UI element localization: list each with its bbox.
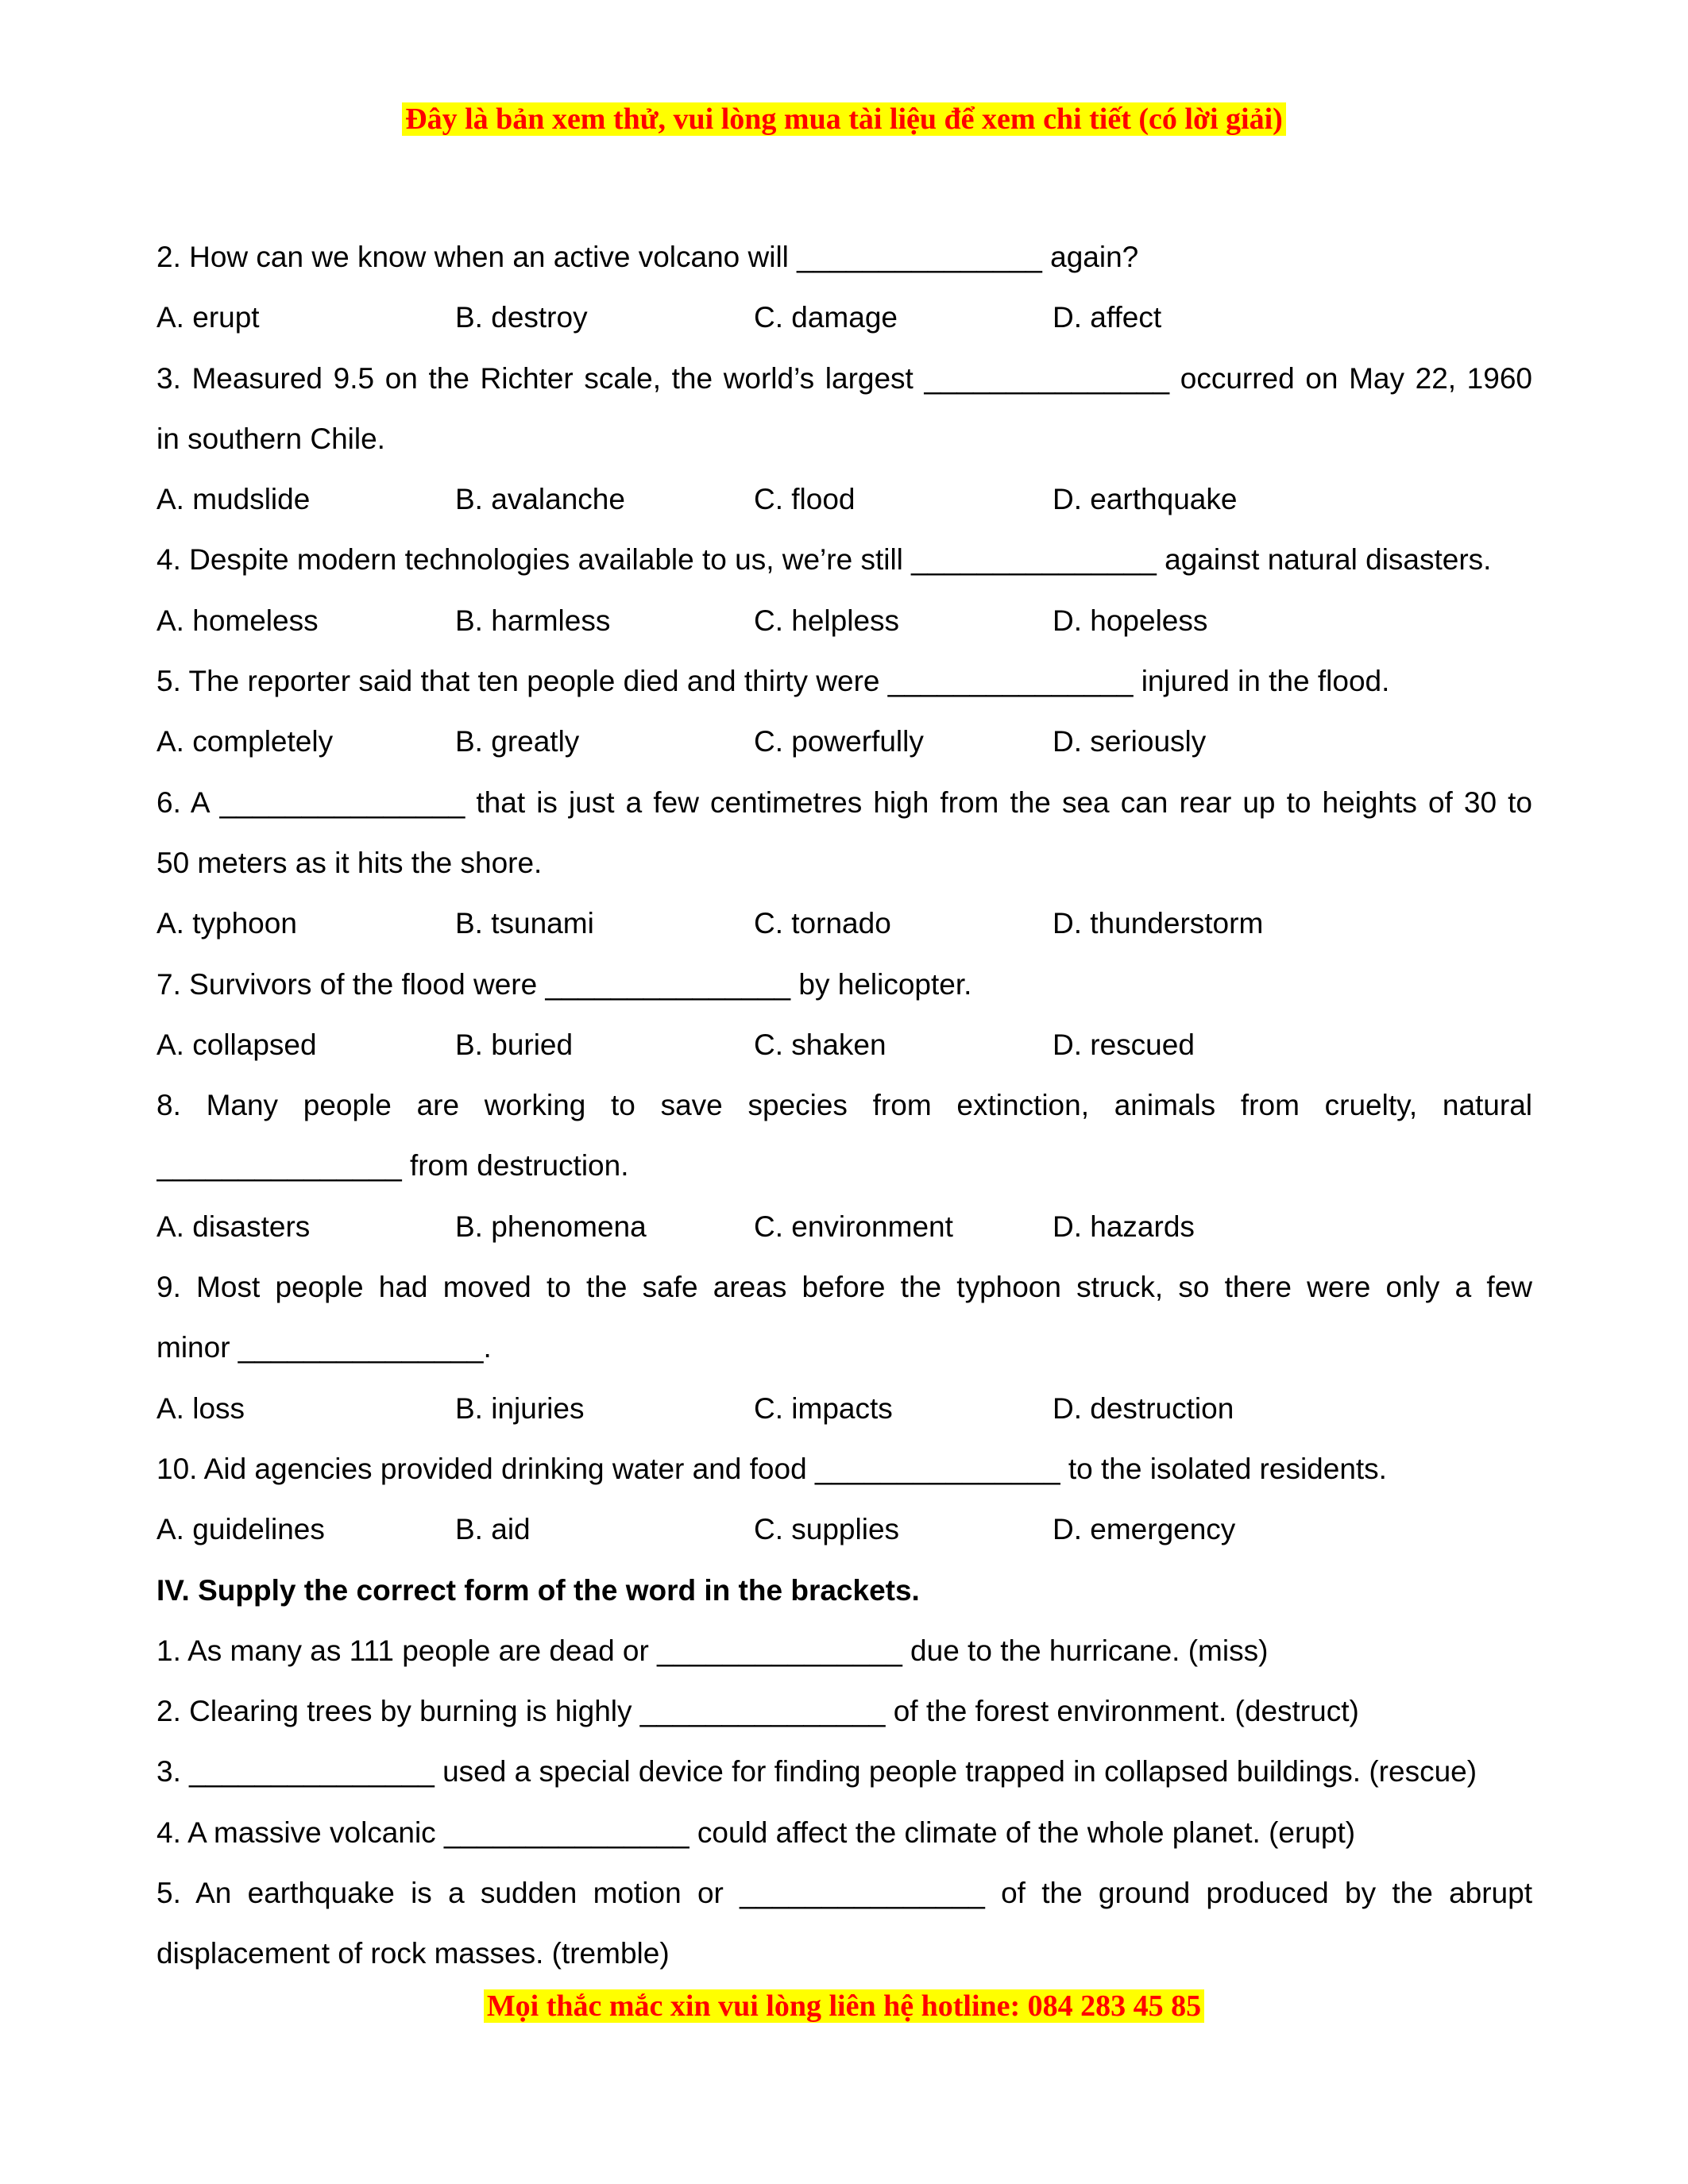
option-c: C. damage [754, 301, 898, 334]
option-a: A. loss [156, 1391, 245, 1425]
question-8-options [156, 1197, 1532, 1257]
hotline-banner [0, 1987, 1688, 2025]
option-d: D. affect [1053, 301, 1162, 334]
option-a: A. typhoon [156, 907, 297, 940]
option-b: B. destroy [455, 301, 588, 334]
option-a: A. homeless [156, 604, 319, 637]
question-3-options [156, 469, 1532, 530]
option-c: C. helpless [754, 604, 900, 637]
worksheet-content [156, 227, 1532, 1985]
question-6-text-cont: 50 meters as it hits the shore. [156, 846, 543, 879]
option-b: B. buried [455, 1028, 574, 1061]
option-d: D. thunderstorm [1053, 907, 1264, 940]
option-b: B. phenomena [455, 1210, 647, 1243]
question-7-text: 7. Survivors of the flood were _______________ by helicopter. [156, 967, 972, 1001]
question-7-options [156, 1015, 1532, 1075]
word-form-item-5: 5. An earthquake is a sudden motion or _______________ of the ground produced by the abrupt [156, 1877, 1532, 1910]
option-d: D. emergency [1053, 1513, 1236, 1546]
word-form-item-1: 1. As many as 111 people are dead or _______________ due to the hurricane. (miss) [156, 1634, 1269, 1667]
option-b: B. tsunami [455, 907, 594, 940]
option-c: C. environment [754, 1210, 953, 1243]
question-4-text: 4. Despite modern technologies available to us, we’re still _______________ against natural disasters. [156, 543, 1492, 577]
question-10-options [156, 1499, 1532, 1560]
option-b: B. harmless [455, 604, 611, 637]
option-a: A. guidelines [156, 1513, 325, 1546]
option-c: C. flood [754, 483, 856, 516]
option-a: A. disasters [156, 1210, 311, 1243]
question-9-text-cont: minor _______________. [156, 1331, 492, 1364]
question-5-options [156, 712, 1532, 772]
question-9-text: 9. Most people had moved to the safe areas before the typhoon struck, so there were only a few [156, 1271, 1532, 1304]
option-d: D. destruction [1053, 1391, 1234, 1425]
section-iv-heading: IV. Supply the correct form of the word in the brackets. [156, 1573, 920, 1607]
preview-notice-banner [0, 100, 1688, 138]
word-form-item-5-cont: displacement of rock masses. (tremble) [156, 1937, 670, 1970]
question-5-text: 5. The reporter said that ten people died and thirty were _______________ injured in the flood. [156, 665, 1390, 698]
option-b: B. greatly [455, 725, 580, 758]
option-c: C. impacts [754, 1391, 893, 1425]
option-a: A. collapsed [156, 1028, 317, 1061]
option-a: A. completely [156, 725, 334, 758]
question-8-text-cont: _______________ from destruction. [156, 1149, 629, 1183]
question-3-text-cont: in southern Chile. [156, 422, 385, 455]
option-c: C. supplies [754, 1513, 900, 1546]
option-b: B. injuries [455, 1391, 585, 1425]
option-d: D. hazards [1053, 1210, 1195, 1243]
word-form-item-2: 2. Clearing trees by burning is highly _______________ of the forest environment. (destruct) [156, 1695, 1359, 1728]
question-2-options [156, 287, 1532, 348]
question-3-text: 3. Measured 9.5 on the Richter scale, the world’s largest _______________ occurred on May 22, 1960 [156, 361, 1532, 395]
hotline-text: Mọi thắc mắc xin vui lòng liên hệ hotline: 084 283 45 85 [484, 1989, 1204, 2023]
word-form-item-3: 3. _______________ used a special device for finding people trapped in collapsed buildings. (rescue) [156, 1755, 1477, 1788]
question-6-options [156, 893, 1532, 954]
option-c: C. tornado [754, 907, 891, 940]
option-d: D. seriously [1053, 725, 1207, 758]
preview-notice-text: Đây là bản xem thử, vui lòng mua tài liệu để xem chi tiết (có lời giải) [402, 102, 1286, 136]
question-6-text: 6. A _______________ that is just a few centimetres high from the sea can rear up to heights of 30 to [156, 785, 1532, 819]
question-4-options [156, 591, 1532, 651]
question-10-text: 10. Aid agencies provided drinking water and food _______________ to the isolated residents. [156, 1452, 1387, 1485]
option-b: B. aid [455, 1513, 531, 1546]
option-d: D. rescued [1053, 1028, 1195, 1061]
option-b: B. avalanche [455, 483, 625, 516]
option-c: C. powerfully [754, 725, 924, 758]
question-9-options [156, 1379, 1532, 1439]
word-form-item-4: 4. A massive volcanic _______________ could affect the climate of the whole planet. (erupt) [156, 1815, 1356, 1849]
option-d: D. hopeless [1053, 604, 1208, 637]
option-d: D. earthquake [1053, 483, 1238, 516]
question-8-text: 8. Many people are working to save species from extinction, animals from cruelty, natural [156, 1089, 1532, 1122]
option-c: C. shaken [754, 1028, 886, 1061]
option-a: A. erupt [156, 301, 260, 334]
question-2-text: 2. How can we know when an active volcano will _______________ again? [156, 241, 1139, 273]
option-a: A. mudslide [156, 483, 311, 516]
